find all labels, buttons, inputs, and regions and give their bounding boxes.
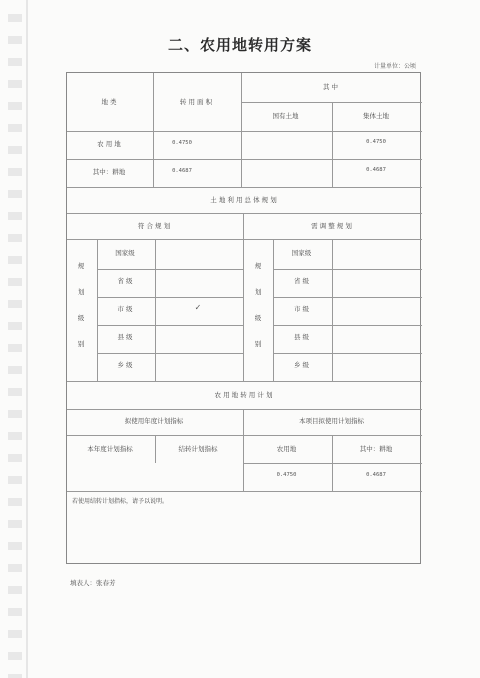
current-year-quota-header: 本年度计划指标 [87,445,133,453]
row-arable-area: 0.4687 [172,168,192,174]
planning-title: 土 地 利 用 总 体 规 划 [210,196,277,204]
row-arable-label: 其中：耕地 [92,168,126,176]
row-farmland-collective: 0.4750 [366,139,386,145]
header-state-owned: 国有土地 [272,112,299,120]
arable-value: 0.4687 [366,472,386,478]
level-left-national: 国家级 [115,249,135,257]
carryover-note: 若使用结转计划指标，请予以说明。 [72,498,169,505]
adjust-header: 需 调 整 规 划 [311,222,352,230]
side-label-right-4: 别 [254,340,262,348]
level-right-township: 乡 级 [293,361,310,369]
side-label-left-1: 规 [77,262,85,270]
header-land-class: 地 类 [101,98,117,106]
level-right-city: 市 级 [293,305,310,313]
level-left-county: 县 级 [117,333,133,341]
header-collective: 集体土地 [363,112,389,120]
page-title: 二、农用地转用方案 [167,36,312,54]
header-of-which: 其 中 [322,83,339,91]
unit-label: 计量单位：公顷 [373,63,416,70]
level-left-township: 乡 级 [117,361,133,369]
arable-header: 其中：耕地 [359,445,393,453]
filler-signature: 填表人：张春芳 [70,579,116,587]
level-right-county: 县 级 [293,333,310,341]
side-label-left-3: 级 [77,314,85,322]
side-label-left-4: 别 [77,340,85,348]
conform-header: 符 合 规 划 [137,222,171,230]
row-arable-collective: 0.4687 [366,167,386,173]
level-right-province: 省 级 [293,277,310,285]
used-annual-quota-header: 拟使用年度计划指标 [124,417,184,425]
level-left-city: 市 级 [117,305,133,313]
side-label-left-2: 划 [77,288,85,296]
side-label-right-1: 规 [254,262,262,270]
farmland-header: 农用地 [276,445,297,453]
side-label-right-3: 级 [254,314,262,322]
binding-line [26,0,28,678]
conform-mark-city: ✓ [194,303,202,312]
row-farmland-area: 0.4750 [172,140,192,146]
conversion-plan-title: 农 用 地 转 用 计 划 [214,391,273,399]
level-right-national: 国家级 [291,249,312,257]
side-label-right-2: 划 [254,288,262,296]
farmland-value: 0.4750 [276,472,297,478]
carryover-quota-header: 结转计划指标 [178,445,218,453]
row-farmland-label: 农 用 地 [97,140,121,148]
binding-holes [8,0,22,678]
project-quota-header: 本项目拟使用计划指标 [299,417,364,425]
level-left-province: 省 级 [117,277,133,285]
header-converted-area: 转 用 面 积 [179,98,213,106]
